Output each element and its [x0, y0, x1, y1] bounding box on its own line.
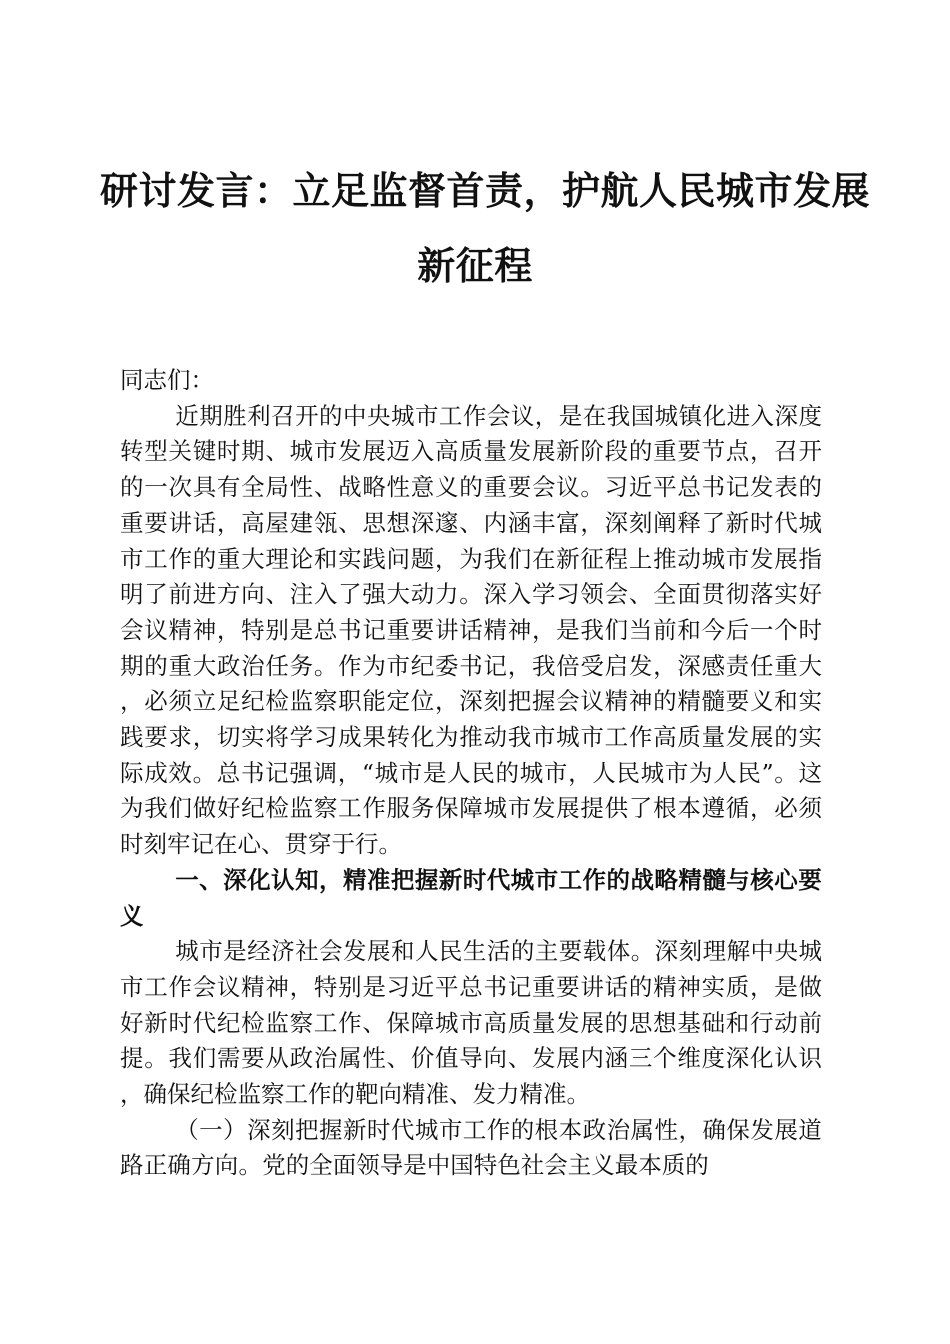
section-heading-1: 一、深化认知，精准把握新时代城市工作的战略精髓与核心要义 — [120, 865, 822, 930]
document-body — [120, 363, 822, 1184]
paragraph-subsection-1 — [120, 1113, 822, 1184]
document-title-line-1: 研讨发言：立足监督首责，护航人民城市发展 — [100, 168, 871, 213]
paragraph-section-1: 城市是经济社会发展和人民生活的主要载体。深刻理解中央城市工作会议精神，特别是习近平总书记重要讲话的精神实质，是做好新时代纪检监察工作、保障城市高质量发展的思想基础和行动前提。我们需要从政治属性、价值导向、发展内涵三个维度深化认识，确保纪检监察工作的靶向精准、发力精准。 — [120, 937, 822, 1109]
document-title-line-2: 新征程 — [417, 243, 533, 288]
paragraph-intro: 近期胜利召开的中央城市工作会议，是在我国城镇化进入深度转型关键时期、城市发展迈入高质量发展新阶段的重要节点，召开的一次具有全局性、战略性意义的重要会议。习近平总书记发表的重要讲话，高屋建瓴、思想深邃、内涵丰富，深刻阐释了新时代城市工作的重大理论和实践问题，为我们在新征程上推动城市发展指明了前进方向、注入了强大动力。深入学习领会、全面贯彻落实好会议精神，特别是总书记重要讲话精神，是我们当前和今后一个时期的重大政治任务。作为市纪委书记，我倍受启发，深感责任重大，必须立足纪检监察职能定位，深刻把握会议精神的精髓要义和实践要求，切实将学习成果转化为推动我市城市工作高质量发展的实际成效。总书记强调，“城市是人民的城市，人民城市为人民”。这为我们做好纪检监察工作服务保障城市发展提供了根本遵循，必须时刻牢记在心、贯穿于行。 — [120, 401, 822, 859]
paragraph-subsection-1-text: 党的全面领导是中国特色社会主义最本质的 — [262, 1151, 709, 1180]
salutation: 同志们： — [120, 366, 214, 394]
subsection-heading-1: （一）深刻把握新时代城市工作的根本政治属性，确保发展道路正确方向。 — [120, 1115, 822, 1180]
